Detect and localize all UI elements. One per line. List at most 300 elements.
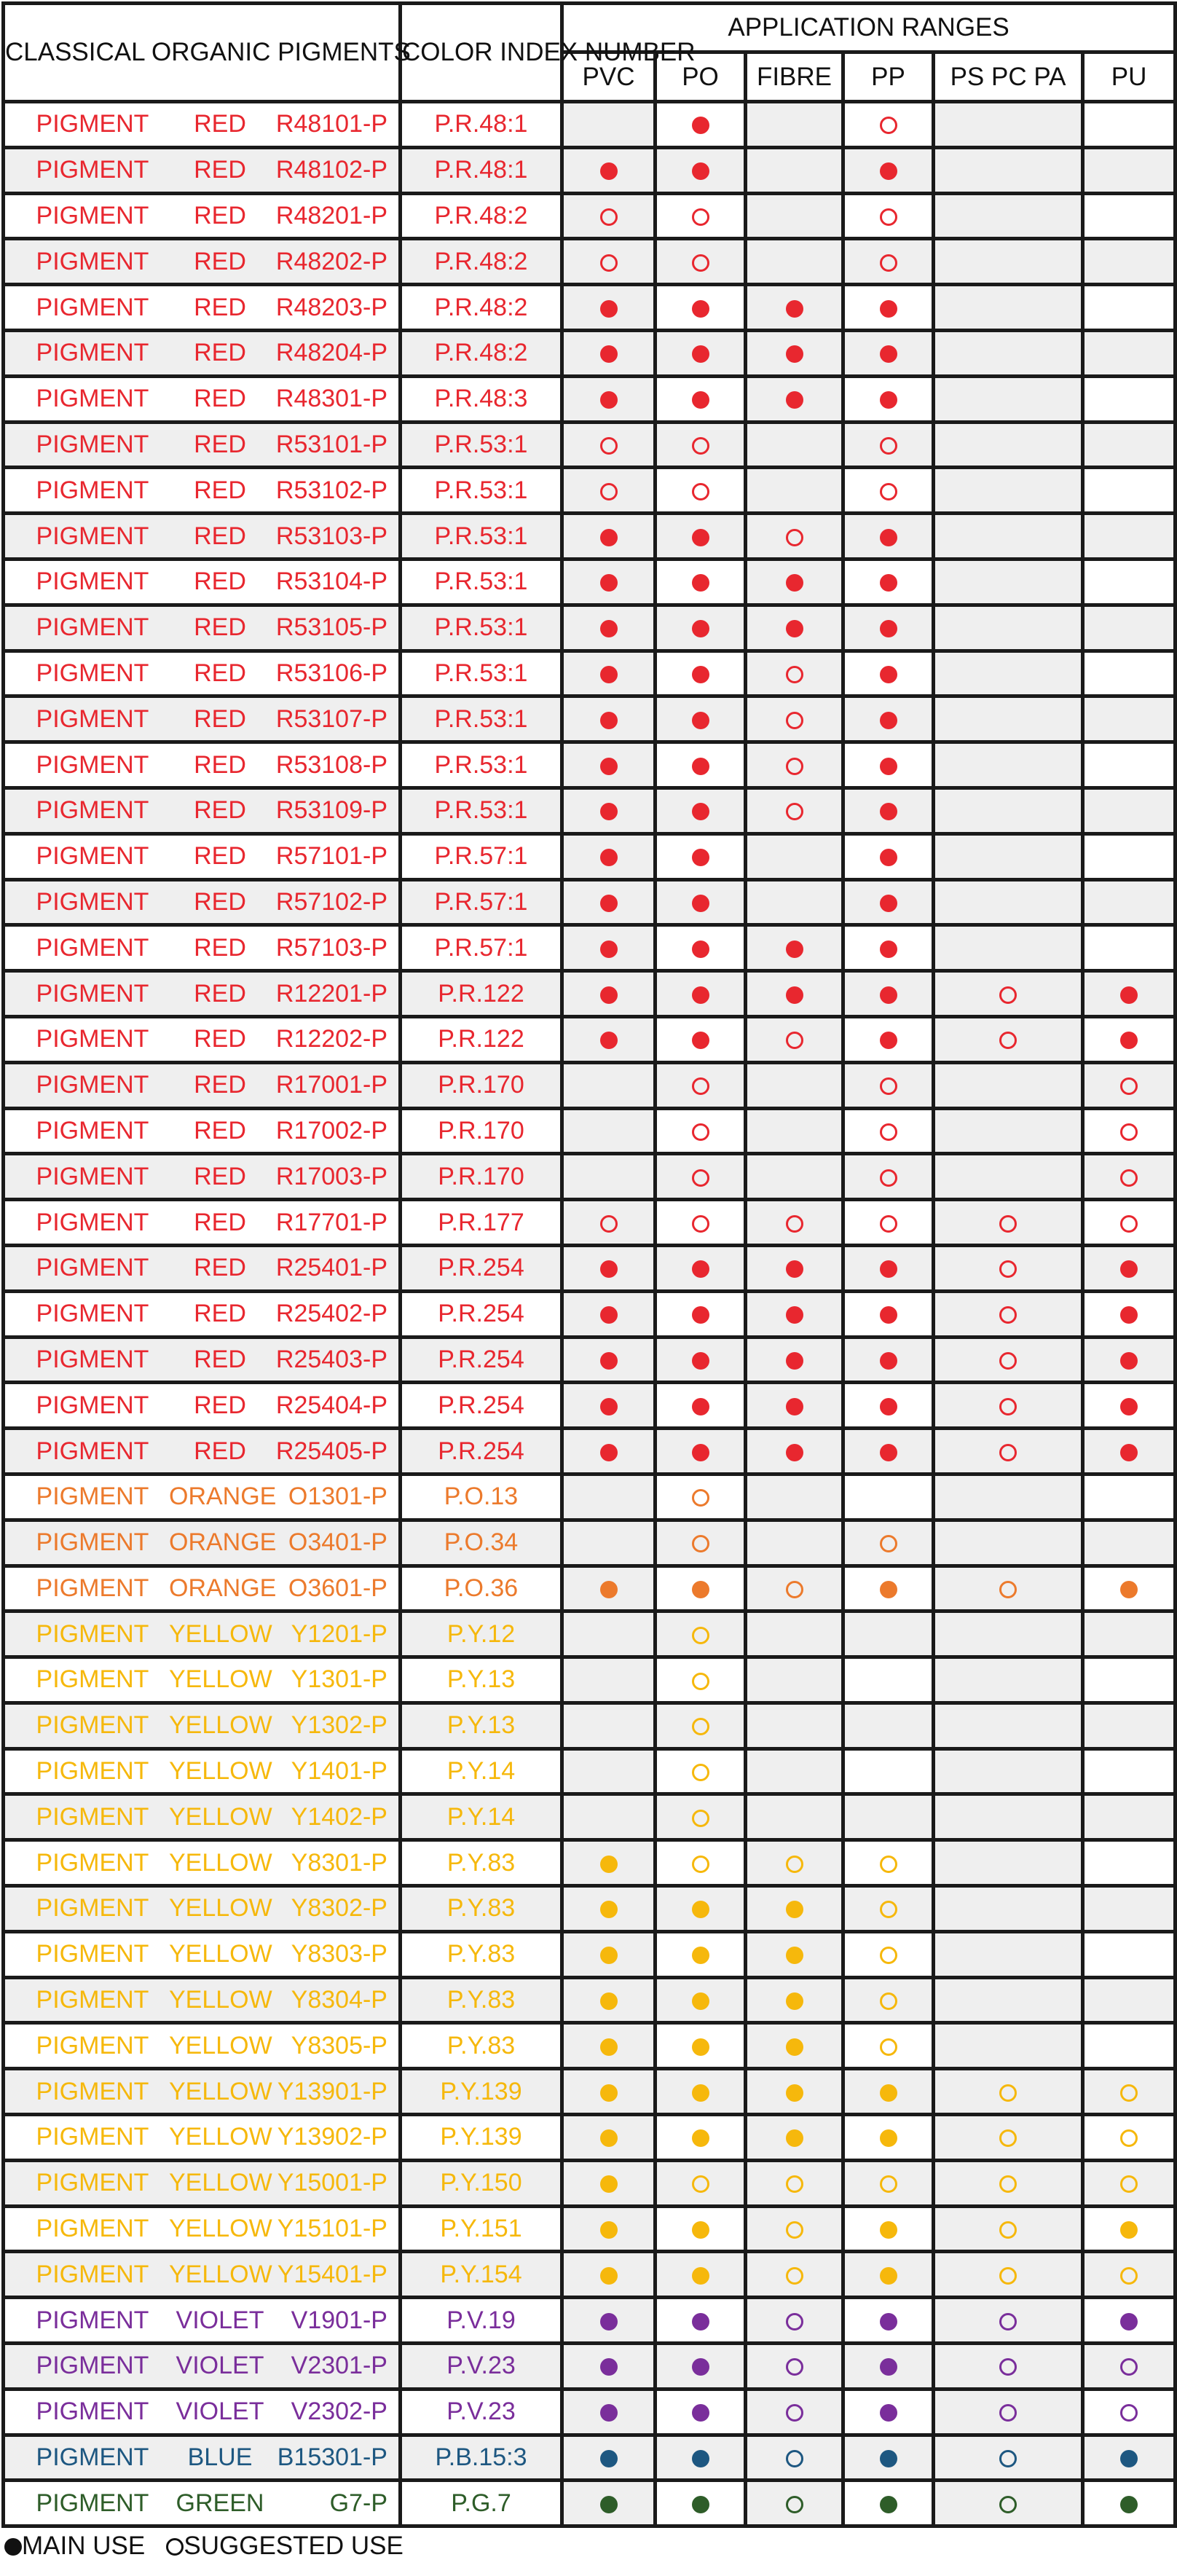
pigment-code: Y1401-P [291, 1757, 387, 1786]
color-index-number-cell: P.R.48:3 [401, 376, 562, 422]
pigment-color-word: BLUE [187, 2443, 253, 2472]
fibre-usage-cell [746, 559, 843, 605]
hollow-dot-icon [1120, 2404, 1138, 2422]
filled-dot-icon [600, 1901, 618, 1918]
pigment-color-word: RED [194, 704, 246, 733]
pigment-name-cell [4, 239, 401, 285]
table-row [4, 2435, 1176, 2481]
table-row [4, 742, 1176, 788]
pigment-name-cell [4, 2069, 401, 2115]
pigment-color-word: YELLOW [169, 2123, 272, 2151]
fibre-usage-cell [746, 2481, 843, 2526]
filled-dot-icon [786, 941, 803, 958]
pigment-code: Y15401-P [277, 2260, 387, 2288]
filled-dot-icon [1120, 2450, 1138, 2467]
pvc-usage-cell [562, 1657, 656, 1703]
ps-pc-pa-usage-cell [934, 376, 1083, 422]
hollow-dot-icon [999, 1306, 1017, 1324]
po-usage-cell [656, 468, 746, 514]
color-index-number-cell: P.V.23 [401, 2344, 562, 2390]
hollow-dot-icon [1120, 2129, 1138, 2147]
table-row [4, 2298, 1176, 2344]
color-index-number-cell: P.R.57:1 [401, 925, 562, 971]
hollow-dot-icon [880, 208, 897, 226]
color-index-number-cell: P.R.48:1 [401, 102, 562, 148]
pu-usage-cell [1083, 1474, 1176, 1520]
pigment-color-word: RED [194, 796, 246, 825]
pigment-name-cell [4, 1611, 401, 1657]
pvc-usage-cell [562, 2435, 656, 2481]
filled-dot-icon [880, 2084, 897, 2102]
pigment-name-cell [4, 559, 401, 605]
filled-dot-icon [880, 1352, 897, 1370]
pp-usage-cell [843, 330, 934, 376]
filled-dot-icon [600, 1306, 618, 1324]
pigment-word: PIGMENT [36, 796, 149, 825]
fibre-usage-cell [746, 330, 843, 376]
pp-usage-cell [843, 2023, 934, 2069]
pigment-word: PIGMENT [36, 1116, 149, 1144]
filled-dot-icon [600, 1032, 618, 1049]
filled-dot-icon [692, 1581, 709, 1598]
pigment-word: PIGMENT [36, 1711, 149, 1740]
pigment-color-word: RED [194, 385, 246, 413]
hollow-dot-icon [999, 2084, 1017, 2102]
pigment-name-cell [4, 1200, 401, 1246]
pp-usage-cell [843, 2252, 934, 2298]
filled-dot-icon [692, 986, 709, 1004]
legend [4, 2532, 404, 2561]
filled-dot-icon [692, 2129, 709, 2147]
pvc-usage-cell [562, 2023, 656, 2069]
ps-pc-pa-usage-cell [934, 2160, 1083, 2206]
pp-usage-cell [843, 2298, 934, 2344]
pvc-column-header: PVC [562, 52, 656, 102]
filled-dot-icon [600, 849, 618, 866]
fibre-usage-cell [746, 376, 843, 422]
pvc-usage-cell [562, 742, 656, 788]
hollow-dot-icon [692, 1810, 709, 1827]
filled-dot-icon [880, 345, 897, 363]
filled-dot-icon [1120, 1032, 1138, 1049]
hollow-dot-icon [880, 1215, 897, 1233]
pvc-usage-cell [562, 1108, 656, 1154]
hollow-dot-icon [999, 2496, 1017, 2513]
hollow-dot-icon [786, 1856, 803, 1873]
pigment-code: R25403-P [275, 1345, 387, 1373]
filled-dot-icon [880, 803, 897, 820]
po-usage-cell [656, 2481, 746, 2526]
pu-usage-cell [1083, 2344, 1176, 2390]
filled-dot-icon [600, 2038, 618, 2056]
pp-usage-cell [843, 833, 934, 879]
pigment-color-word: RED [194, 979, 246, 1008]
filled-dot-icon [692, 2496, 709, 2513]
pvc-usage-cell [562, 285, 656, 331]
po-usage-cell [656, 2023, 746, 2069]
pu-usage-cell [1083, 376, 1176, 422]
pvc-usage-cell [562, 1840, 656, 1886]
pigment-name-cell [4, 925, 401, 971]
filled-dot-icon [600, 1352, 618, 1370]
pigment-code: R53103-P [275, 522, 387, 550]
pigment-name-cell [4, 1062, 401, 1108]
pigment-code: V2301-P [291, 2352, 387, 2380]
hollow-dot-icon [166, 2538, 184, 2556]
color-index-number-cell: P.Y.14 [401, 1748, 562, 1794]
table-row [4, 468, 1176, 514]
filled-dot-icon [880, 300, 897, 318]
filled-dot-icon [880, 2404, 897, 2422]
ps-pc-pa-usage-cell [934, 696, 1083, 742]
filled-dot-icon [880, 986, 897, 1004]
filled-dot-icon [786, 300, 803, 318]
ps-pc-pa-usage-cell [934, 1931, 1083, 1977]
pigment-word: PIGMENT [36, 1025, 149, 1053]
pigment-name-cell [4, 2206, 401, 2252]
po-usage-cell [656, 1062, 746, 1108]
color-index-number-cell: P.Y.139 [401, 2115, 562, 2161]
pvc-usage-cell [562, 1062, 656, 1108]
table-row [4, 1840, 1176, 1886]
pigment-color-word: YELLOW [169, 1711, 272, 1740]
pigment-color-word: RED [194, 522, 246, 550]
po-usage-cell [656, 1886, 746, 1932]
pigment-code: Y8303-P [291, 1940, 387, 1968]
pigment-name-cell [4, 2481, 401, 2526]
pu-usage-cell [1083, 147, 1176, 193]
pu-usage-cell [1083, 239, 1176, 285]
po-usage-cell [656, 1611, 746, 1657]
filled-dot-icon [692, 712, 709, 729]
pvc-usage-cell [562, 1291, 656, 1337]
pigment-name-cell [4, 1154, 401, 1200]
hollow-dot-icon [692, 2175, 709, 2193]
po-usage-cell [656, 971, 746, 1017]
filled-dot-icon [692, 2404, 709, 2422]
hollow-dot-icon [880, 1901, 897, 1918]
pigment-name-cell [4, 879, 401, 925]
pu-usage-cell [1083, 1886, 1176, 1932]
filled-dot-icon [692, 162, 709, 180]
ps-pc-pa-usage-cell [934, 1062, 1083, 1108]
pigment-color-word: RED [194, 1345, 246, 1373]
pigment-name-cell [4, 1429, 401, 1474]
filled-dot-icon [786, 2084, 803, 2102]
filled-dot-icon [880, 2496, 897, 2513]
pvc-usage-cell [562, 1245, 656, 1291]
hollow-dot-icon [600, 483, 618, 500]
table-row [4, 1016, 1176, 1062]
table-row [4, 1245, 1176, 1291]
table-row [4, 925, 1176, 971]
pigment-word: PIGMENT [36, 2443, 149, 2472]
pigment-name-cell [4, 2115, 401, 2161]
ps-pc-pa-usage-cell [934, 2298, 1083, 2344]
color-index-number-cell: P.R.170 [401, 1062, 562, 1108]
fibre-usage-cell [746, 2252, 843, 2298]
po-usage-cell [656, 1108, 746, 1154]
pp-usage-cell [843, 2481, 934, 2526]
table-row [4, 147, 1176, 193]
pu-usage-cell [1083, 696, 1176, 742]
filled-dot-icon [600, 2221, 618, 2239]
pvc-usage-cell [562, 2115, 656, 2161]
pigment-color-word: YELLOW [169, 1986, 272, 2014]
pigment-color-word: RED [194, 842, 246, 871]
pigment-name-cell [4, 1977, 401, 2023]
pigment-word: PIGMENT [36, 568, 149, 596]
filled-dot-icon [880, 1306, 897, 1324]
ps-pc-pa-usage-cell [934, 788, 1083, 833]
hollow-dot-icon [880, 1535, 897, 1552]
ps-pc-pa-usage-cell [934, 2389, 1083, 2435]
pvc-usage-cell [562, 102, 656, 148]
filled-dot-icon [600, 1260, 618, 1278]
ps-pc-pa-usage-cell [934, 1429, 1083, 1474]
pigment-code: R53104-P [275, 568, 387, 596]
fibre-usage-cell [746, 1474, 843, 1520]
table-row [4, 833, 1176, 879]
filled-dot-icon [692, 895, 709, 912]
po-usage-cell [656, 1429, 746, 1474]
pigment-code: R17001-P [275, 1071, 387, 1099]
filled-dot-icon [600, 895, 618, 912]
color-index-number-cell: P.R.53:1 [401, 468, 562, 514]
hollow-dot-icon [692, 1123, 709, 1141]
pu-usage-cell [1083, 1657, 1176, 1703]
ps-pc-pa-usage-cell [934, 330, 1083, 376]
color-index-number-cell: P.Y.83 [401, 1886, 562, 1932]
ps-pc-pa-usage-cell [934, 1611, 1083, 1657]
fibre-usage-cell [746, 239, 843, 285]
pp-usage-cell [843, 147, 934, 193]
color-index-number-cell: P.G.7 [401, 2481, 562, 2526]
fibre-usage-cell [746, 2206, 843, 2252]
pigment-word: PIGMENT [36, 933, 149, 962]
pp-usage-cell [843, 1291, 934, 1337]
pigment-color-word: VIOLET [176, 2306, 264, 2334]
ps-pc-pa-usage-cell [934, 147, 1083, 193]
filled-dot-icon [786, 574, 803, 592]
hollow-dot-icon [880, 1169, 897, 1187]
pvc-usage-cell [562, 422, 656, 468]
po-usage-cell [656, 285, 746, 331]
pigment-word: PIGMENT [36, 979, 149, 1008]
po-usage-cell [656, 1200, 746, 1246]
ps-pc-pa-usage-cell [934, 1383, 1083, 1429]
ps-pc-pa-usage-cell [934, 1657, 1083, 1703]
color-index-number-cell: P.R.122 [401, 1016, 562, 1062]
pigment-word: PIGMENT [36, 1574, 149, 1602]
pp-usage-cell [843, 971, 934, 1017]
po-usage-cell [656, 1474, 746, 1520]
table-row [4, 1062, 1176, 1108]
pu-column-header: PU [1083, 52, 1176, 102]
filled-dot-icon [600, 2267, 618, 2285]
table-row [4, 1200, 1176, 1246]
pigment-name-cell [4, 468, 401, 514]
pvc-usage-cell [562, 2206, 656, 2252]
fibre-usage-cell [746, 1429, 843, 1474]
pigment-word: PIGMENT [36, 201, 149, 229]
pu-usage-cell [1083, 2160, 1176, 2206]
filled-dot-icon [880, 758, 897, 775]
po-usage-cell [656, 788, 746, 833]
hollow-dot-icon [786, 2175, 803, 2193]
filled-dot-icon [600, 620, 618, 637]
pigment-word: PIGMENT [36, 1208, 149, 1236]
filled-dot-icon [600, 941, 618, 958]
hollow-dot-icon [692, 1673, 709, 1690]
pigment-color-word: YELLOW [169, 1619, 272, 1648]
filled-dot-icon [692, 2313, 709, 2330]
fibre-usage-cell [746, 742, 843, 788]
filled-dot-icon [692, 2221, 709, 2239]
filled-dot-icon [600, 391, 618, 409]
filled-dot-icon [1120, 1581, 1138, 1598]
pvc-usage-cell [562, 2160, 656, 2206]
po-usage-cell [656, 2115, 746, 2161]
table-row [4, 376, 1176, 422]
color-index-number-cell: P.R.53:1 [401, 651, 562, 696]
pp-usage-cell [843, 1200, 934, 1246]
pvc-usage-cell [562, 2069, 656, 2115]
pigment-color-word: RED [194, 1162, 246, 1190]
pigment-name-cell [4, 788, 401, 833]
pigment-word: PIGMENT [36, 2123, 149, 2151]
table-row [4, 1154, 1176, 1200]
hollow-dot-icon [786, 2358, 803, 2376]
pigment-name-cell [4, 2252, 401, 2298]
filled-dot-icon [600, 2358, 618, 2376]
color-index-number-cell: P.R.53:1 [401, 696, 562, 742]
table-row [4, 559, 1176, 605]
pigment-code: R53101-P [275, 430, 387, 458]
pigment-color-word: RED [194, 1025, 246, 1053]
hollow-dot-icon [600, 437, 618, 455]
pigment-color-word: RED [194, 293, 246, 321]
pvc-usage-cell [562, 193, 656, 239]
filled-dot-icon [600, 758, 618, 775]
hollow-dot-icon [786, 2313, 803, 2330]
pvc-usage-cell [562, 2252, 656, 2298]
pigment-word: PIGMENT [36, 385, 149, 413]
fibre-usage-cell [746, 2160, 843, 2206]
pigment-word: PIGMENT [36, 1665, 149, 1694]
pvc-usage-cell [562, 1703, 656, 1748]
pp-usage-cell [843, 1611, 934, 1657]
pigment-word: PIGMENT [36, 2489, 149, 2517]
color-index-number-cell: P.Y.83 [401, 1931, 562, 1977]
table-row [4, 1977, 1176, 2023]
pvc-usage-cell [562, 1931, 656, 1977]
pp-usage-cell [843, 2069, 934, 2115]
ps-pc-pa-usage-cell [934, 239, 1083, 285]
filled-dot-icon [880, 941, 897, 958]
filled-dot-icon [1120, 1306, 1138, 1324]
pp-usage-cell [843, 1657, 934, 1703]
table-row [4, 1748, 1176, 1794]
ps-pc-pa-usage-cell [934, 605, 1083, 651]
filled-dot-icon [786, 391, 803, 409]
filled-dot-icon [600, 1398, 618, 1415]
pigment-code: R25402-P [275, 1300, 387, 1328]
pu-usage-cell [1083, 514, 1176, 559]
color-index-number-cell: P.V.19 [401, 2298, 562, 2344]
color-index-number-cell: P.R.254 [401, 1383, 562, 1429]
pigment-color-word: YELLOW [169, 1848, 272, 1877]
filled-dot-icon [1120, 2496, 1138, 2513]
pu-usage-cell [1083, 2023, 1176, 2069]
ps-pc-pa-usage-cell [934, 2115, 1083, 2161]
filled-dot-icon [786, 1398, 803, 1415]
filled-dot-icon [692, 2267, 709, 2285]
color-index-number-cell: P.R.122 [401, 971, 562, 1017]
pigment-code: O3601-P [288, 1574, 387, 1602]
pp-usage-cell [843, 696, 934, 742]
table-row [4, 1611, 1176, 1657]
pigment-code: Y8304-P [291, 1986, 387, 2014]
pigment-color-word: RED [194, 1071, 246, 1099]
pigment-code: R48204-P [275, 339, 387, 367]
pvc-usage-cell [562, 1383, 656, 1429]
pp-usage-cell [843, 879, 934, 925]
filled-dot-icon [600, 529, 618, 546]
pvc-usage-cell [562, 1748, 656, 1794]
pigment-code: R53108-P [275, 750, 387, 779]
filled-dot-icon [692, 391, 709, 409]
po-usage-cell [656, 1931, 746, 1977]
pigment-code: Y1301-P [291, 1665, 387, 1694]
pp-usage-cell [843, 1383, 934, 1429]
color-index-number-cell: P.B.15:3 [401, 2435, 562, 2481]
fibre-usage-cell [746, 1200, 843, 1246]
pigment-color-word: RED [194, 568, 246, 596]
pigment-code: R48102-P [275, 156, 387, 184]
fibre-usage-cell [746, 193, 843, 239]
pigment-word: PIGMENT [36, 659, 149, 687]
hollow-dot-icon [786, 712, 803, 729]
pigment-word: PIGMENT [36, 1802, 149, 1831]
pp-usage-cell [843, 468, 934, 514]
pigment-color-word: RED [194, 430, 246, 458]
pigment-name-cell [4, 1108, 401, 1154]
pigment-name-cell [4, 422, 401, 468]
fibre-usage-cell [746, 1703, 843, 1748]
filled-dot-icon [786, 1260, 803, 1278]
hollow-dot-icon [880, 1123, 897, 1141]
legend-suggested-use-label: SUGGESTED USE [184, 2532, 404, 2560]
pigment-code: Y13901-P [277, 2077, 387, 2105]
po-usage-cell [656, 330, 746, 376]
filled-dot-icon [600, 666, 618, 683]
pp-usage-cell [843, 1337, 934, 1383]
hollow-dot-icon [600, 1215, 618, 1233]
pigment-word: PIGMENT [36, 2215, 149, 2243]
ps-pc-pa-usage-cell [934, 1886, 1083, 1932]
table-row [4, 651, 1176, 696]
pu-usage-cell [1083, 1703, 1176, 1748]
ps-pc-pa-usage-cell [934, 559, 1083, 605]
pu-usage-cell [1083, 971, 1176, 1017]
hollow-dot-icon [786, 2404, 803, 2422]
fibre-usage-cell [746, 833, 843, 879]
color-index-number-cell: P.Y.13 [401, 1703, 562, 1748]
fibre-usage-cell [746, 1931, 843, 1977]
pvc-usage-cell [562, 1611, 656, 1657]
pigment-name-cell [4, 1383, 401, 1429]
